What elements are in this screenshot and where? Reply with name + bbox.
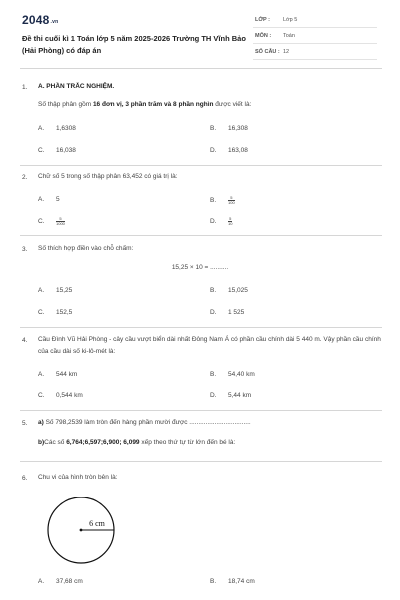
q1-option-c[interactable] xyxy=(38,147,76,154)
q5-part-a xyxy=(38,417,382,429)
circle-center-point xyxy=(80,529,83,532)
q1-option-d-text: 163,08 xyxy=(228,147,248,154)
q3-option-a[interactable] xyxy=(38,287,72,294)
q4-option-b-letter: B. xyxy=(210,371,217,378)
q1-text-c: được viết là: xyxy=(213,101,252,108)
q4-option-c[interactable] xyxy=(38,392,83,399)
q2-option-d-denominator: 10 xyxy=(228,220,233,226)
meta-count-row xyxy=(253,47,377,60)
meta-grade-key: LỚP : xyxy=(255,17,270,23)
divider-2 xyxy=(20,235,382,236)
header-divider xyxy=(20,68,382,69)
q4-option-b[interactable] xyxy=(210,371,255,378)
meta-subject-row xyxy=(253,31,377,44)
q3-option-d-text: 1 525 xyxy=(228,309,245,316)
logo-text: 2048 xyxy=(22,13,50,27)
divider-5 xyxy=(20,461,382,462)
q2-option-d-fraction xyxy=(228,217,232,226)
q1-option-a-letter: A. xyxy=(38,125,45,132)
q3-option-b[interactable] xyxy=(210,287,248,294)
q1-option-a-text: 1,6308 xyxy=(56,125,76,132)
q2-option-b[interactable] xyxy=(210,196,235,205)
q2-option-d-letter: D. xyxy=(210,217,217,225)
section-number: 1. xyxy=(22,84,28,91)
q4-option-b-text: 54,40 km xyxy=(228,371,255,378)
q4-option-a-text: 544 km xyxy=(56,371,78,378)
q6-option-a-letter: A. xyxy=(38,578,45,585)
circle-figure xyxy=(38,497,128,570)
q5-part-b-text-b: xếp theo thứ tự từ lớn đến bé là: xyxy=(139,439,236,446)
q4-option-d-letter: D. xyxy=(210,392,217,399)
q5-part-b-label: b) xyxy=(38,439,45,446)
q3-option-c-letter: C. xyxy=(38,309,45,316)
q5-part-b xyxy=(38,437,382,449)
q3-option-c-text: 152,5 xyxy=(56,309,73,316)
q3-number: 3. xyxy=(22,246,28,253)
q6-option-a[interactable] xyxy=(38,578,83,585)
q4-number: 4. xyxy=(22,337,28,344)
q4-option-d-text: 5,44 km xyxy=(228,392,252,399)
q6-option-b-letter: B. xyxy=(210,578,217,585)
site-logo[interactable] xyxy=(22,13,58,27)
q1-option-c-text: 16,038 xyxy=(56,147,76,154)
q3-option-d-letter: D. xyxy=(210,309,217,316)
q5-part-b-numbers: 6,764;6,597;6,900; 6,099 xyxy=(66,439,140,446)
q3-option-d[interactable] xyxy=(210,309,244,316)
document-title: Đề thi cuối kì 1 Toán lớp 5 năm 2025-2026 Trường TH Vĩnh Bảo (Hải Phòng) có đáp án xyxy=(22,34,246,55)
q3-option-a-letter: A. xyxy=(38,287,45,294)
q3-option-a-text: 15,25 xyxy=(56,287,73,294)
q6-option-b-text: 18,74 cm xyxy=(228,578,255,585)
q2-option-a-letter: A. xyxy=(38,196,45,203)
q1-option-c-letter: C. xyxy=(38,147,45,154)
q3-expression: 15,25 × 10 = .......... xyxy=(171,264,229,271)
q2-option-c-fraction xyxy=(56,217,65,226)
divider-3 xyxy=(20,327,382,328)
q4-option-c-letter: C. xyxy=(38,392,45,399)
meta-count-value: 12 xyxy=(283,49,290,55)
meta-count-key: SỐ CÂU : xyxy=(255,49,280,55)
divider-1 xyxy=(20,165,382,166)
q2-option-c-denominator: 1000 xyxy=(56,220,65,226)
q2-option-c-numerator: 5 xyxy=(59,216,62,221)
q1-option-b-letter: B. xyxy=(210,125,217,132)
q6-text: Chu vi của hình tròn bên là: xyxy=(38,474,118,481)
q2-option-b-denominator: 100 xyxy=(228,199,235,205)
q1-text xyxy=(38,99,378,111)
q3-option-b-text: 15,025 xyxy=(228,287,248,294)
q1-text-bold: 16 đơn vị, 3 phần trăm và 8 phần nghìn xyxy=(92,101,214,108)
q2-option-b-fraction xyxy=(228,196,235,205)
meta-grade-row xyxy=(253,15,377,28)
meta-subject-value: Toán xyxy=(283,33,295,39)
q1-option-a[interactable] xyxy=(38,125,76,132)
q4-option-a[interactable] xyxy=(38,371,77,378)
q1-option-b-text: 16,308 xyxy=(228,125,248,132)
q4-text: Cầu Đình Vũ Hải Phòng - cây cầu vượt biển dài nhất Đông Nam Á có phần cầu chính dài 5 440 m. Vậy phần cầu chính của cầu dài số ki-lô-mét là: xyxy=(38,336,381,355)
q5-part-a-text: Số 798,2539 làm tròn đến hàng phần mười được .................................. xyxy=(43,419,251,426)
section-title: A. PHẦN TRẮC NGHIỆM. xyxy=(38,83,115,90)
divider-4 xyxy=(20,410,382,411)
q2-option-a-text: 5 xyxy=(56,196,60,203)
q4-option-c-text: 0,544 km xyxy=(56,392,83,399)
q5-number: 5. xyxy=(22,420,28,427)
q2-option-c[interactable] xyxy=(38,217,65,226)
q1-option-d-letter: D. xyxy=(210,147,217,154)
q4-option-a-letter: A. xyxy=(38,371,45,378)
meta-subject-key: MÔN : xyxy=(255,33,272,39)
q2-option-d[interactable] xyxy=(210,217,232,226)
q3-option-b-letter: B. xyxy=(210,287,217,294)
q2-option-c-letter: C. xyxy=(38,217,45,225)
q5-part-b-text-a: Các số xyxy=(44,439,67,446)
q5-part-a-label: a) xyxy=(38,419,44,426)
q1-option-b[interactable] xyxy=(210,125,248,132)
circle-diagram xyxy=(38,497,128,565)
q3-option-c[interactable] xyxy=(38,309,72,316)
q2-option-a[interactable] xyxy=(38,196,60,203)
q2-option-b-numerator: 5 xyxy=(230,195,233,200)
q4-option-d[interactable] xyxy=(210,392,251,399)
q2-number: 2. xyxy=(22,174,28,181)
q6-option-b[interactable] xyxy=(210,578,255,585)
radius-label: 6 cm xyxy=(89,519,105,528)
logo-tld: .vn xyxy=(50,19,59,25)
q2-text: Chữ số 5 trong số thập phân 63,452 có giá trị là: xyxy=(38,173,178,180)
q6-number: 6. xyxy=(22,475,28,482)
q3-text: Số thích hợp điền vào chỗ chấm: xyxy=(38,245,134,252)
q2-option-d-numerator: 5 xyxy=(229,216,232,221)
q1-option-d[interactable] xyxy=(210,147,248,154)
meta-grade-value: Lớp 5 xyxy=(283,17,298,23)
q2-option-b-letter: B. xyxy=(210,196,217,204)
q1-text-a: Số thập phân gồm xyxy=(38,101,93,108)
q6-option-a-text: 37,68 cm xyxy=(56,578,83,585)
